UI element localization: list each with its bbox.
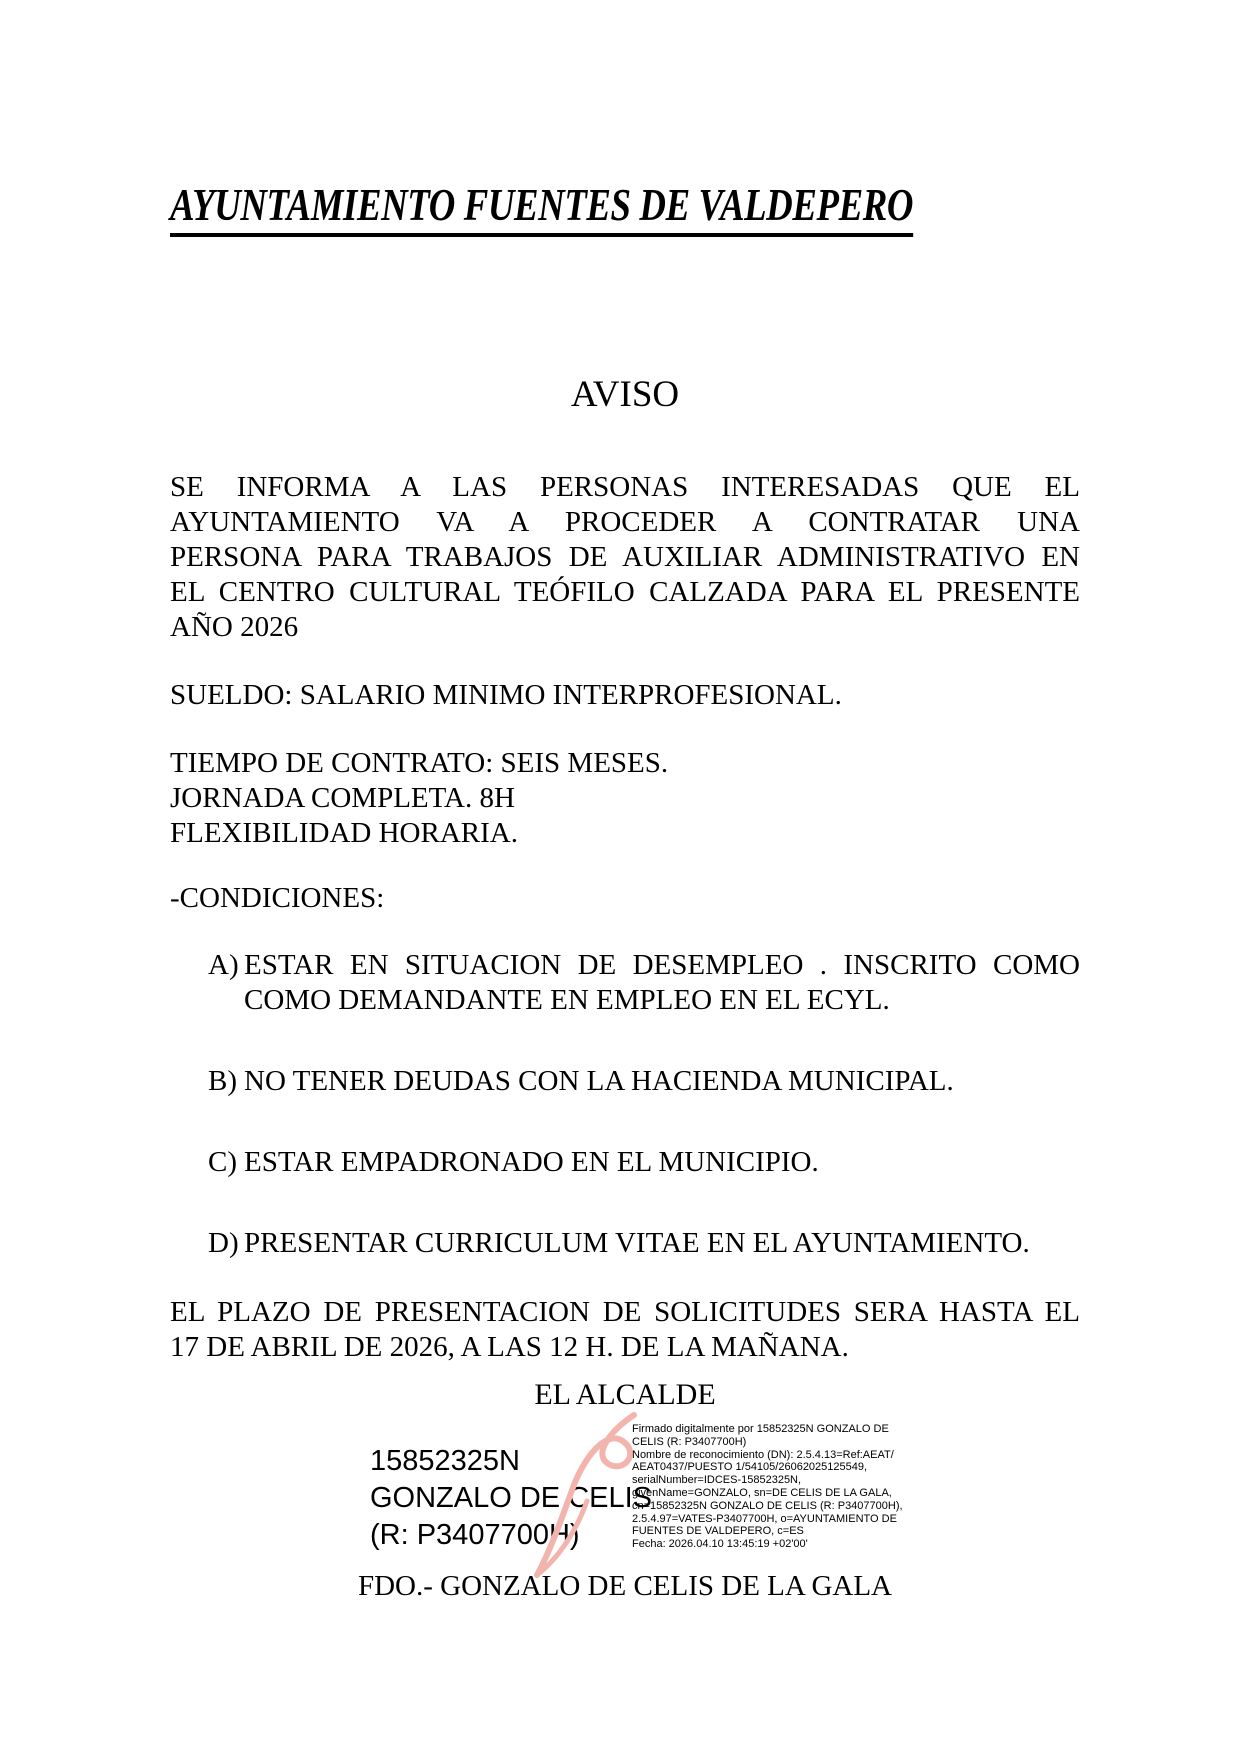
salary-line: SUELDO: SALARIO MINIMO INTERPROFESIONAL. <box>170 679 842 711</box>
condition-marker: A) <box>208 949 239 981</box>
intro-line: AYUNTAMIENTO VA A PROCEDER A CONTRATAR UNA <box>170 506 1080 538</box>
condition-text <box>244 948 1080 1018</box>
certificate-line: AEAT0437/PUESTO 1/54105/26062025125549, <box>632 1461 868 1474</box>
municipality-header-title-text: AYUNTAMIENTO FUENTES DE VALDEPERO <box>170 182 913 237</box>
certificate-line: Firmado digitalmente por 15852325N GONZALO DE <box>632 1423 889 1435</box>
intro-line: SE INFORMA A LAS PERSONAS INTERESADAS QUE EL <box>170 471 1080 503</box>
deadline-paragraph <box>170 1295 1080 1365</box>
document-content <box>0 179 1241 1604</box>
municipality-header-title <box>170 179 914 237</box>
deadline-line: 17 DE ABRIL DE 2026, A LAS 12 H. DE LA MAÑANA. <box>170 1331 849 1363</box>
intro-line: AÑO 2026 <box>170 611 299 643</box>
certificate-line: CELIS (R: P3407700H) <box>632 1435 747 1448</box>
condition-item-d <box>208 1226 1080 1261</box>
intro-line: PERSONA PARA TRABAJOS DE AUXILIAR ADMINISTRATIVO EN <box>170 541 1080 573</box>
contract-terms-block <box>170 746 1080 851</box>
condition-marker: B) <box>208 1065 237 1097</box>
intro-line: EL CENTRO CULTURAL TEÓFILO CALZADA PARA EL PRESENTE <box>170 576 1080 608</box>
signature-caption: FDO.- GONZALO DE CELIS DE LA GALA <box>357 1570 893 1602</box>
condition-text-line: ESTAR EN SITUACION DE DESEMPLEO . INSCRITO COMO <box>244 949 1080 981</box>
certificate-line: cn=15852325N GONZALO DE CELIS (R: P3407700H), <box>632 1499 903 1512</box>
condition-text <box>244 1145 1080 1180</box>
condition-marker: D) <box>208 1227 239 1259</box>
certificate-line: Fecha: 2026.04.10 13:45:19 +02'00' <box>632 1538 808 1551</box>
condition-item-a <box>208 948 1080 1018</box>
signer-role-title: EL ALCALDE <box>534 1378 716 1411</box>
condition-text-line: PRESENTAR CURRICULUM VITAE EN EL AYUNTAMIENTO. <box>244 1227 1030 1259</box>
intro-paragraph <box>170 470 1080 645</box>
condition-text-line: NO TENER DEUDAS CON LA HACIENDA MUNICIPAL. <box>244 1065 954 1097</box>
condition-text-line: COMO DEMANDANTE EN EMPLEO EN EL ECYL. <box>244 984 890 1016</box>
signer-name-line: 15852325N <box>370 1445 520 1477</box>
notice-heading: AVISO <box>570 374 680 415</box>
condition-item-c <box>208 1145 1080 1180</box>
certificate-line: 2.5.4.97=VATES-P3407700H, o=AYUNTAMIENTO DE <box>632 1512 897 1525</box>
certificate-line: givenName=GONZALO, sn=DE CELIS DE LA GALA, <box>632 1486 892 1499</box>
condition-marker: C) <box>208 1146 237 1178</box>
condition-item-b <box>208 1064 1080 1099</box>
contract-flexibility-line: FLEXIBILIDAD HORARIA. <box>170 817 518 849</box>
condition-text-line: ESTAR EMPADRONADO EN EL MUNICIPIO. <box>244 1146 819 1178</box>
digital-signature-block <box>170 1421 1080 1563</box>
signer-name-line: (R: P3407700H) <box>370 1519 580 1551</box>
condition-text <box>244 1226 1080 1261</box>
certificate-line: FUENTES DE VALDEPERO, c=ES <box>632 1525 804 1538</box>
contract-time-line: TIEMPO DE CONTRATO: SEIS MESES. <box>170 747 669 779</box>
signer-name-line: GONZALO DE CELIS <box>370 1482 653 1514</box>
contract-schedule-line: JORNADA COMPLETA. 8H <box>170 782 515 814</box>
deadline-line: EL PLAZO DE PRESENTACION DE SOLICITUDES SERA HASTA EL <box>170 1296 1080 1328</box>
condition-text <box>244 1064 1080 1099</box>
certificate-details-block <box>632 1423 903 1551</box>
certificate-line: serialNumber=IDCES-15852325N, <box>632 1474 802 1487</box>
conditions-label: -CONDICIONES: <box>170 882 385 914</box>
certificate-line: Nombre de reconocimiento (DN): 2.5.4.13=Ref:AEAT/ <box>632 1448 894 1461</box>
